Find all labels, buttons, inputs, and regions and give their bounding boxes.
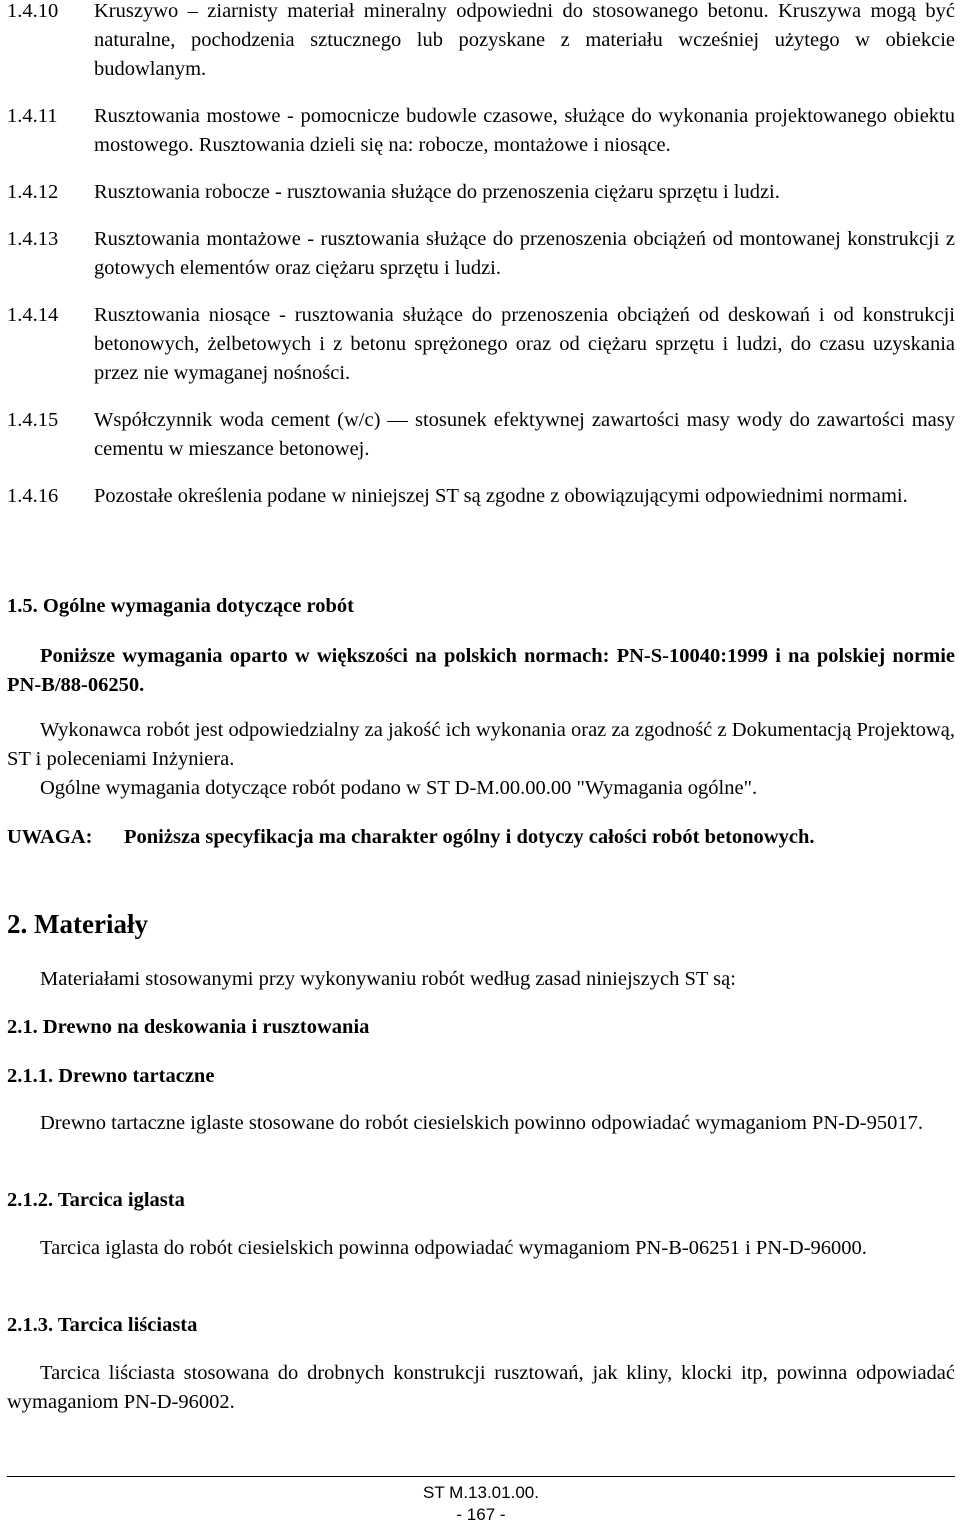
section-heading-2: 2. Materiały xyxy=(7,909,148,939)
definition-text: Pozostałe określenia podane w niniejszej ST są zgodne z obowiązującymi odpowiednimi normami. xyxy=(94,485,908,507)
definition-number: 1.4.12 xyxy=(7,181,59,203)
section-heading-1-5: 1.5. Ogólne wymagania dotyczące robót xyxy=(7,595,354,617)
definition-item xyxy=(7,301,955,388)
materials-intro: Materiałami stosowanymi przy wykonywaniu robót według zasad niniejszych ST są: xyxy=(40,968,736,990)
page-number: - 167 - xyxy=(456,1505,506,1524)
definition-item xyxy=(7,406,955,464)
definition-item xyxy=(7,178,955,207)
requirements-text: Poniższe wymagania oparto w większości na polskich normach: PN-S-10040:1999 i na polskiej normie PN-B/88-06250. xyxy=(7,645,955,696)
definition-number: 1.4.16 xyxy=(7,485,59,507)
general-requirements-paragraph: Ogólne wymagania dotyczące robót podano w ST D-M.00.00.00 "Wymagania ogólne". xyxy=(40,777,758,799)
definition-item xyxy=(7,482,955,511)
note-label: UWAGA: xyxy=(7,826,93,848)
subheading-2-1: 2.1. Drewno na deskowania i rusztowania xyxy=(7,1016,370,1038)
definition-text: Rusztowania montażowe - rusztowania służące do przenoszenia obciążeń od montowanej konstrukcji z gotowych elementów oraz ciężaru sprzętu i ludzi. xyxy=(94,228,955,279)
definition-number: 1.4.13 xyxy=(7,228,59,250)
definition-item xyxy=(7,225,955,283)
definition-text: Współczynnik woda cement (w/c) — stosunek efektywnej zawartości masy wody do zawartości masy cementu w mieszance betonowej. xyxy=(94,409,955,460)
definition-number: 1.4.10 xyxy=(7,0,59,22)
subheading-2-1-1: 2.1.1. Drewno tartaczne xyxy=(7,1065,215,1087)
definition-number: 1.4.11 xyxy=(7,105,58,127)
definition-text: Rusztowania niosące - rusztowania służące do przenoszenia obciążeń od deskowań i od konstrukcji betonowych, żelbetowych i z betonu sprężonego oraz od ciężaru sprzętu i ludzi, do czasu uzyskania przez nie wymaganej nośności. xyxy=(94,304,955,384)
paragraph-2-1-1: Drewno tartaczne iglaste stosowane do robót ciesielskich powinno odpowiadać wymaganiom PN-D-95017. xyxy=(40,1112,923,1134)
definitions-list xyxy=(7,0,955,529)
subheading-2-1-2: 2.1.2. Tarcica iglasta xyxy=(7,1189,185,1211)
definition-item xyxy=(7,0,955,84)
definition-number: 1.4.15 xyxy=(7,409,59,431)
definition-item xyxy=(7,102,955,160)
page-footer xyxy=(7,1476,955,1526)
note-block xyxy=(7,823,955,852)
contractor-paragraph: Wykonawca robót jest odpowiedzialny za jakość ich wykonania oraz za zgodność z Dokumentacją Projektową, ST i poleceniami Inżyniera. xyxy=(7,719,955,770)
definition-text: Rusztowania mostowe - pomocnicze budowle czasowe, służące do wykonania projektowanego obiektu mostowego. Rusztowania dzieli się na: robocze, montażowe i niosące. xyxy=(94,105,955,156)
paragraph-2-1-3: Tarcica liściasta stosowana do drobnych konstrukcji rusztowań, jak kliny, klocki itp, powinna odpowiadać wymaganiom PN-D-96002. xyxy=(7,1362,955,1413)
definition-number: 1.4.14 xyxy=(7,304,59,326)
definition-text: Kruszywo – ziarnisty materiał mineralny odpowiedni do stosowanego betonu. Kruszywa mogą być naturalne, pochodzenia sztucznego lub pozyskane z materiału wcześniej użytego w obiekcie budowlanym. xyxy=(94,0,955,80)
paragraph-2-1-2: Tarcica iglasta do robót ciesielskich powinna odpowiadać wymaganiom PN-B-06251 i PN-D-96000. xyxy=(40,1237,867,1259)
subheading-2-1-3: 2.1.3. Tarcica liściasta xyxy=(7,1314,198,1336)
spec-code: ST M.13.01.00. xyxy=(423,1483,539,1502)
definition-text: Rusztowania robocze - rusztowania służące do przenoszenia ciężaru sprzętu i ludzi. xyxy=(94,181,780,203)
requirements-paragraph xyxy=(7,642,955,700)
note-text: Poniższa specyfikacja ma charakter ogólny i dotyczy całości robót betonowych. xyxy=(124,826,815,848)
